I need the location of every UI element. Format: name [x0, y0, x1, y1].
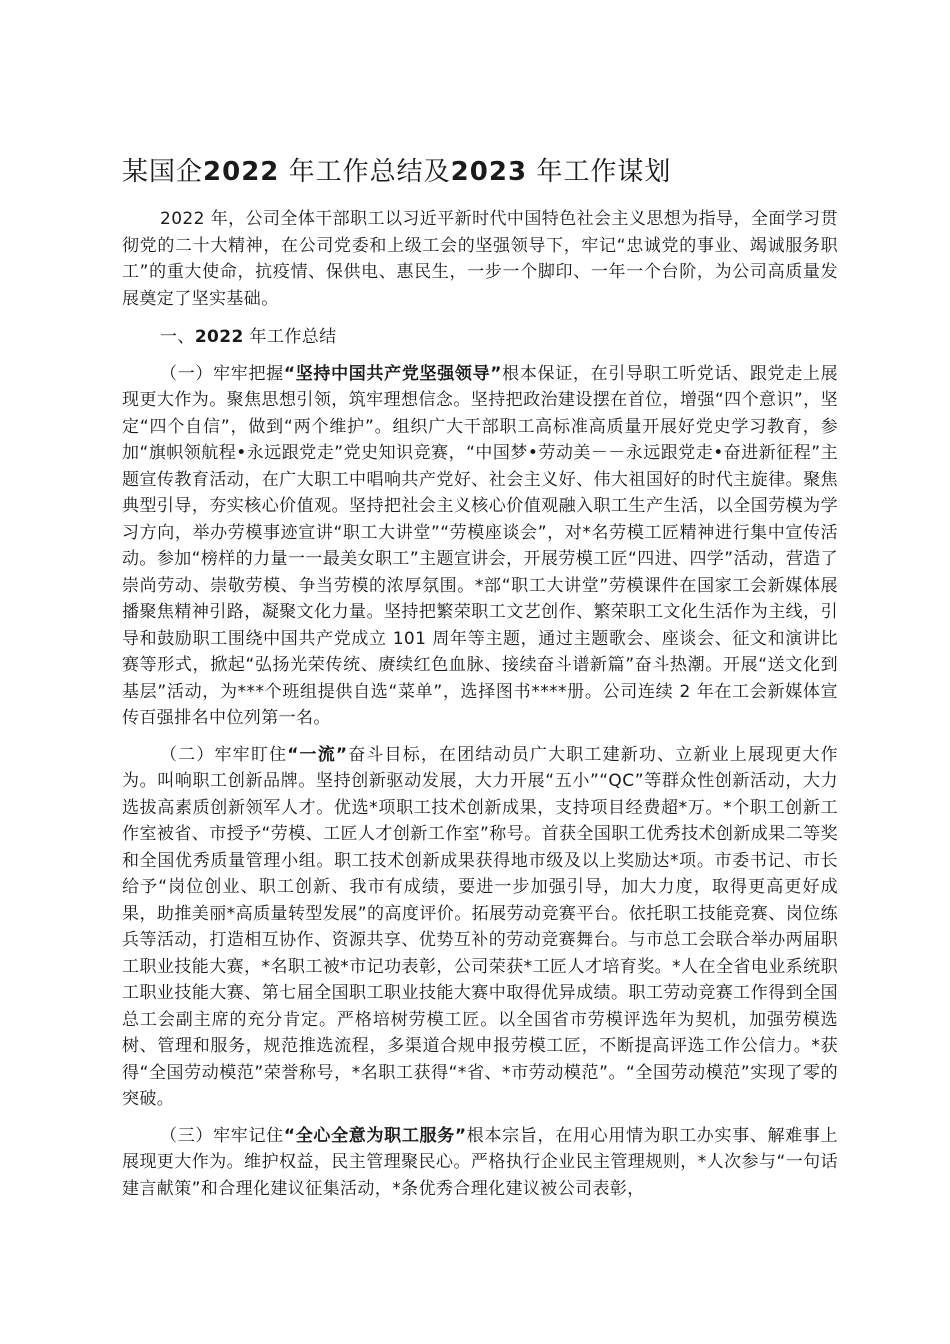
paragraph-1-body: 根本保证，在引导职工听党话、跟党走上展现更大作为。聚焦思想引领，筑牢理想信念。坚持把政治建设摆在首位，增强“四个意识”，坚定“四个自信”，做到“两个维护”。组织广大干部职工高标准高质量开展好党史学习教育，参加“旗帜领航程•永远跟党走”党史知识竞赛，“中国梦•劳动美－－永远跟党走•奋进新征程”主题宣传教育活动，在广大职工中唱响共产党好、社会主义好、伟大祖国好的时代主旋律。聚焦典型引导，夯实核心价值观。坚持把社会主义核心价值观融入职工生产生活，以全国劳模为学习方向，举办劳模事迹宣讲“职工大讲堂”“劳模座谈会”，对*名劳模工匠精神进行集中宣传活动。参加“榜样的力量一一最美女职工”主题宣讲会，开展劳模工匠“四进、四学”活动，营造了崇尚劳动、崇敬劳模、争当劳模的浓厚氛围。*部“职工大讲堂”劳模课件在国家工会新媒体展播聚焦精神引路，凝聚文化力量。坚持把繁荣职工文艺创作、繁荣职工文化生活作为主线，引导和鼓励职工围绕中国共产党成立 101 周年等主题，通过主题歌会、座谈会、征文和演讲比赛等形式，掀起“弘扬光荣传统、赓续红色血脉、接续奋斗谱新篇”奋斗热潮。开展“送文化到基层”活动，为***个班组提供自选“菜单”，选择图书****册。公司连续 2 年在工会新媒体宣传百强排名中位列第一名。 — [122, 363, 838, 728]
title-year-2023: 2023 — [450, 157, 528, 187]
paragraph-1-emphasis: “坚持中国共产党坚强领导” — [283, 363, 502, 384]
paragraph-2-lead: （二）牢牢盯住 — [160, 744, 288, 765]
paragraph-3 — [122, 1123, 838, 1203]
paragraph-2 — [122, 742, 838, 1113]
paragraph-3-emphasis: “全心全意为职工服务” — [283, 1125, 467, 1146]
paragraph-2-body: 奋斗目标，在团结动员广大职工建新功、立新业上展现更大作为。叫响职工创新品牌。坚持创新驱动发展，大力开展“五小”“QC”等群众性创新活动，大力选拔高素质创新领军人才。优选*项职工技术创新成果，支持项目经费超*万。*个职工创新工作室被省、市授予“劳模、工匠人才创新工作室”称号。首获全国职工优秀技术创新成果二等奖和全国优秀质量管理小组。职工技术创新成果获得地市级及以上奖励达*项。市委书记、市长给予“岗位创业、职工创新、我市有成绩，要进一步加强引导，加大力度，取得更高更好成果，助推美丽*高质量转型发展”的高度评价。拓展劳动竞赛平台。依托职工技能竞赛、岗位练兵等活动，打造相互协作、资源共享、优势互补的劳动竞赛舞台。与市总工会联合举办两届职工职业技能大赛，*名职工被*市记功表彰，公司荣获*工匠人才培育奖。*人在全省电业系统职工职业技能大赛、第七届全国职工职业技能大赛中取得优异成绩。职工劳动竞赛工作得到全国总工会副主席的充分肯定。严格培树劳模工匠。以全国省市劳模评选年为契机，加强劳模选树、管理和服务，规范推选流程，多渠道合规申报劳模工匠，不断提高评选工作公信力。*获得“全国劳动模范”荣誉称号，*名职工获得“*省、*市劳动模范”。“全国劳动模范”实现了零的突破。 — [122, 744, 838, 1109]
paragraph-1-lead: （一）牢牢把握 — [160, 363, 284, 384]
intro-paragraph: 2022 年，公司全体干部职工以习近平新时代中国特色社会主义思想为指导，全面学习贯彻党的二十大精神，在公司党委和上级工会的坚强领导下，牢记“忠诚党的事业、竭诚服务职工”的重大使命，抗疫情、保供电、惠民生，一步一个脚印、一年一个台阶，为公司高质量发展奠定了坚实基础。 — [122, 209, 838, 309]
section-heading-prefix: 一、 — [160, 327, 195, 347]
paragraph-1 — [122, 361, 838, 732]
paragraph-3-body: 根本宗旨，在用心用情为职工办实事、解难事上展现更大作为。维护权益，民主管理聚民心。严格执行企业民主管理规则，*人次参与“一句话建言献策”和合理化建议征集活动，*条优秀合理化建议被公司表彰， — [122, 1125, 838, 1199]
section-heading-1 — [122, 324, 838, 351]
paragraph-3-lead: （三）牢牢记住 — [160, 1125, 284, 1146]
section-heading-text: 年工作总结 — [249, 327, 337, 347]
section-heading-year: 2022 — [194, 327, 244, 347]
title-prefix: 某国企 — [122, 157, 204, 187]
document-title — [122, 148, 838, 196]
paragraph-2-emphasis: “一流” — [287, 744, 348, 765]
title-suffix: 年工作谋划 — [536, 157, 672, 187]
title-middle: 年工作总结及 — [288, 157, 451, 187]
title-year-2022: 2022 — [203, 157, 280, 187]
